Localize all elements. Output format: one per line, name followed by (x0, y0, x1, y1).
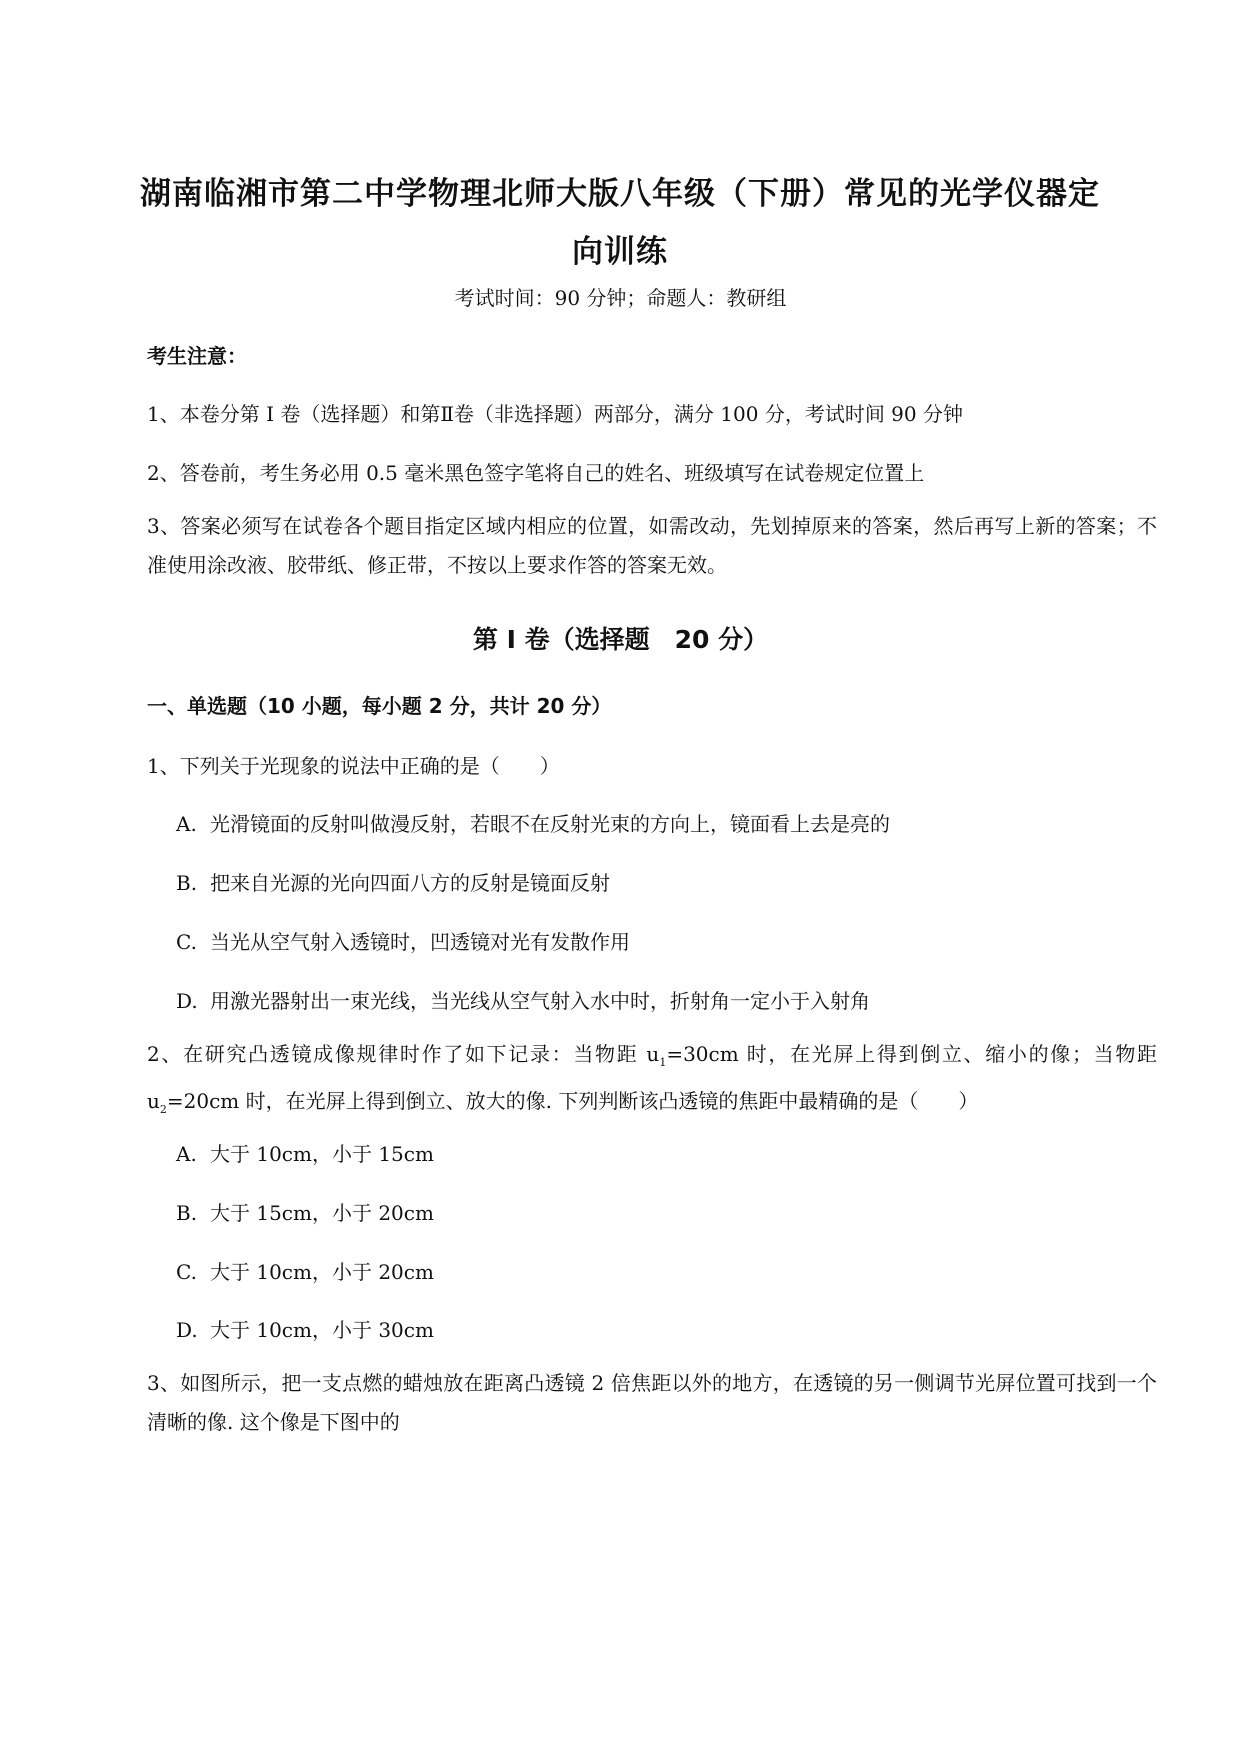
question-1-option-a[interactable] (176, 808, 890, 837)
exam-title-line2: 向训练 (572, 234, 668, 270)
option-text: 大于 10cm，小于 20cm (210, 1260, 434, 1284)
option-text: 当光从空气射入透镜时，凹透镜对光有发散作用 (210, 930, 630, 954)
question-1-option-d[interactable] (176, 985, 870, 1014)
notice-item: 2、答卷前，考生务必用 0.5 毫米黑色签字笔将自己的姓名、班级填写在试卷规定位置上 (147, 461, 925, 485)
section-title: 第 I 卷（选择题 20 分） (472, 625, 769, 654)
exam-subtitle: 考试时间：90 分钟；命题人：教研组 (454, 286, 787, 310)
option-letter: C. (176, 1260, 197, 1284)
option-letter: A. (176, 1142, 197, 1166)
question-1-option-b[interactable] (176, 867, 610, 896)
notice-heading: 考生注意： (147, 344, 247, 368)
option-text: 光滑镜面的反射叫做漫反射，若眼不在反射光束的方向上，镜面看上去是亮的 (210, 812, 890, 836)
question-2-option-d[interactable] (176, 1314, 434, 1343)
subscript: 2 (159, 1103, 167, 1116)
option-text: 大于 15cm，小于 20cm (210, 1201, 434, 1225)
option-letter: B. (176, 1201, 198, 1225)
stem-part: 2、在研究凸透镜成像规律时作了如下记录：当物距 u (147, 1042, 660, 1066)
question-2-option-c[interactable] (176, 1256, 434, 1285)
option-letter: B. (176, 871, 198, 895)
stem-part: =30cm 时，在光屏上得到倒立、缩小的像；当物距 u (147, 1042, 1158, 1113)
question-2-stem (147, 1035, 1157, 1129)
question-1-stem: 1、下列关于光现象的说法中正确的是（ ） (147, 754, 560, 778)
option-letter: A. (176, 812, 197, 836)
notice-item: 3、答案必须写在试卷各个题目指定区域内相应的位置，如需改动，先划掉原来的答案，然后再写上新的答案；不准使用涂改液、胶带纸、修正带，不按以上要求作答的答案无效。 (147, 514, 1157, 577)
option-text: 把来自光源的光向四面八方的反射是镜面反射 (210, 871, 610, 895)
exam-title-line1: 湖南临湘市第二中学物理北师大版八年级（下册）常见的光学仪器定 (140, 176, 1100, 212)
option-text: 大于 10cm，小于 30cm (210, 1318, 434, 1342)
question-1-option-c[interactable] (176, 926, 630, 955)
subscript: 1 (659, 1056, 667, 1069)
question-3-stem: 3、如图所示，把一支点燃的蜡烛放在距离凸透镜 2 倍焦距以外的地方，在透镜的另一侧调节光屏位置可找到一个清晰的像. 这个像是下图中的 (147, 1371, 1157, 1434)
option-text: 用激光器射出一束光线，当光线从空气射入水中时，折射角一定小于入射角 (210, 989, 870, 1013)
stem-part: =20cm 时，在光屏上得到倒立、放大的像. 下列判断该凸透镜的焦距中最精确的是（ ） (166, 1089, 979, 1113)
option-text: 大于 10cm，小于 15cm (210, 1142, 434, 1166)
option-letter: D. (176, 989, 198, 1013)
question-2-option-b[interactable] (176, 1197, 434, 1226)
notice-item: 1、本卷分第 I 卷（选择题）和第Ⅱ卷（非选择题）两部分，满分 100 分，考试时间 90 分钟 (147, 402, 963, 426)
option-letter: D. (176, 1318, 198, 1342)
part-heading: 一、单选题（10 小题，每小题 2 分，共计 20 分） (147, 694, 612, 718)
question-2-option-a[interactable] (176, 1138, 434, 1167)
option-letter: C. (176, 930, 197, 954)
